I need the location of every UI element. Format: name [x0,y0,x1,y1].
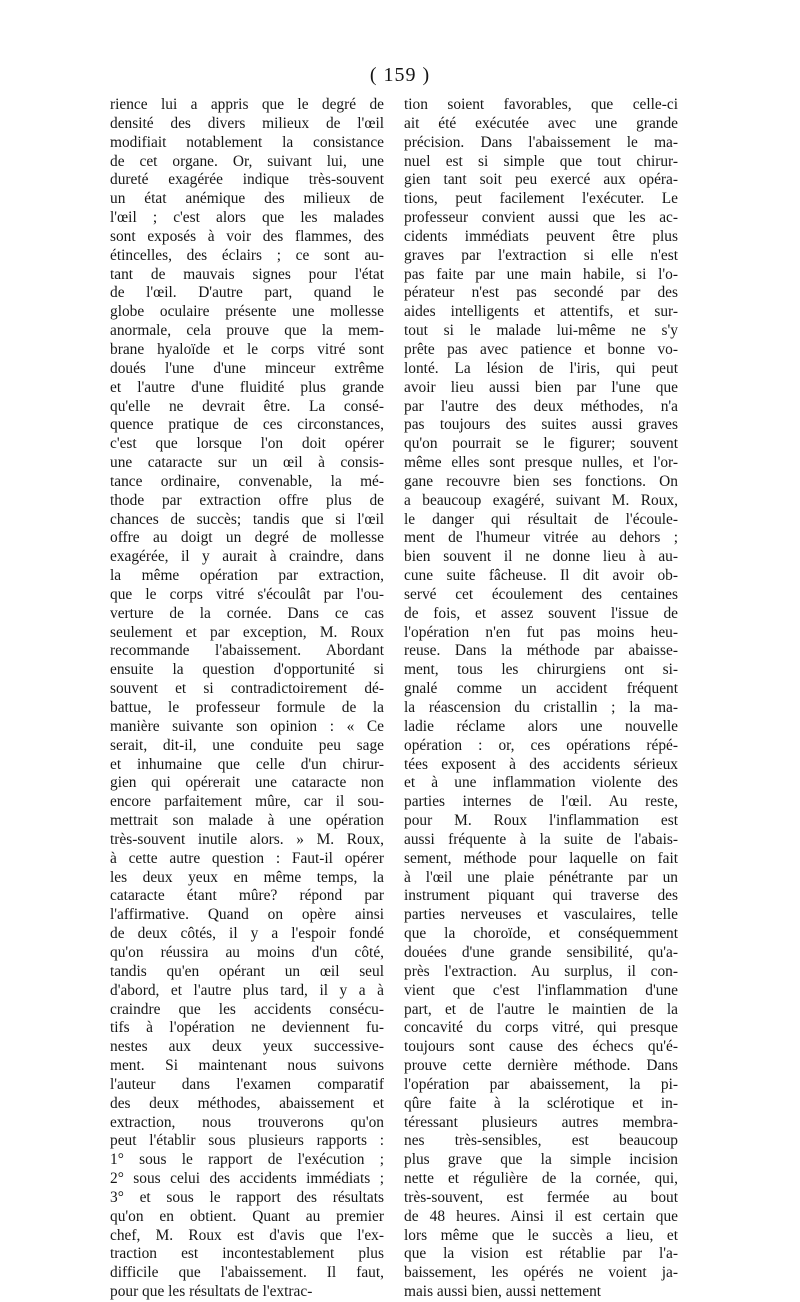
text-line: baissement, les opérés ne voient ja- [404,1264,678,1282]
text-line: battue, le professeur formule de la [110,699,384,716]
text-line: que la vision est rétablie par l'a- [404,1245,678,1263]
text-line: et inhumaine que celle d'un chirur- [110,755,384,773]
text-line: prête pas avec patience et bonne vo- [404,340,678,358]
text-line: extraction, nous trouverons qu'on [110,1113,384,1131]
text-line: avoir lieu aussi bien par l'une que [404,378,678,396]
text-line: mais aussi bien, aussi nettement [404,1283,602,1301]
text-line: et à une inflammation violente des [404,774,678,792]
text-line: qûre faite à la sclérotique et in- [404,1094,678,1112]
text-line: gane recouvre bien ses fonctions. On [404,472,678,490]
text-line: exagérée, il y aurait à craindre, dans [110,548,384,566]
text-line: cidents immédiats peuvent être plus [404,227,678,245]
text-line: bien souvent il ne donne lieu à au- [404,548,678,566]
text-line: concavité du corps vitré, qui presque [404,1019,678,1037]
text-line: souvent et si contradictoirement dé- [110,680,384,698]
text-line: recommande l'abaissement. Abordant [110,642,384,660]
text-line: de l'œil. D'autre part, quand le [110,284,384,302]
text-line: lors même que le succès a lieu, et [404,1226,678,1244]
text-line: difficile que l'abaissement. Il faut, [110,1264,384,1282]
text-line: modifiait notablement la consistance [110,133,384,151]
text-line: nette et régulière de la cornée, qui, [404,1170,678,1188]
text-line: manière suivante son opinion : « Ce [110,717,384,735]
text-line: tandis qu'en opérant un œil seul [110,962,384,980]
text-line: tées exposent à des accidents sérieux [404,755,678,773]
text-line: traction est incontestablement plus [110,1245,384,1263]
text-line: part, et de l'autre le maintien de la [404,1000,678,1018]
text-line: que le corps vitré s'écoulât par l'ou- [110,585,384,603]
text-line: à l'œil une plaie pénétrante par un [404,868,678,886]
text-line: lonté. La lésion de l'iris, qui peut [404,359,678,377]
text-line: a beaucoup exagéré, suivant M. Roux, [404,491,678,509]
text-line: seulement et par exception, M. Roux [110,623,384,641]
text-line: des deux méthodes, abaissement et [110,1094,384,1112]
text-line: densité des divers milieux de l'œil [110,114,384,132]
text-line: tant de mauvais signes pour l'état [110,265,384,283]
text-line: un état anémique des milieux de [110,190,384,208]
text-line: pérateur n'est pas secondé par des [404,284,678,302]
text-line: plus grave que la simple incision [404,1151,678,1169]
text-line: brane hyaloïde et le corps vitré sont [110,340,384,358]
text-line: ladie réclame alors une nouvelle [404,717,678,735]
text-line: la même opération par extraction, [110,567,384,585]
text-line: thode par extraction offre plus de [110,491,384,509]
text-line: étincelles, des éclairs ; ce sont au- [110,246,384,264]
text-line: peut l'établir sous plusieurs rapports : [110,1132,384,1150]
text-line: pour que les résultats de l'extrac- [110,1283,313,1301]
text-line: de fois, et assez souvent l'issue de [404,604,678,622]
text-line: les deux yeux en même temps, la [110,868,384,886]
text-line: qu'on pourrait se le figurer; souvent [404,435,678,453]
text-line: téressant plusieurs autres membra- [404,1113,678,1131]
text-line: que la choroïde, et conséquemment [404,925,678,943]
text-line: anormale, cela prouve que la mem- [110,322,384,340]
text-line: 1° sous le rapport de l'exécution ; [110,1151,384,1169]
text-line: cataracte étant mûre? répond par [110,887,384,905]
text-line: verture de la cornée. Dans ce cas [110,604,384,622]
text-line: très-souvent inutile alors. » M. Roux, [110,830,384,848]
text-line: doués l'une d'une minceur extrême [110,359,384,377]
text-line: encore parfaitement mûre, car il sou- [110,793,384,811]
text-line: l'opération par abaissement, la pi- [404,1075,678,1093]
text-line: la réascension du cristallin ; la ma- [404,699,678,716]
text-line: reuse. Dans la méthode par abaisse- [404,642,678,660]
text-line: cune suite fâcheuse. Il dit avoir ob- [404,567,678,585]
text-line: à cette autre question : Faut-il opérer [110,849,384,867]
text-line: tions, peut facilement l'exécuter. Le [404,190,678,208]
text-line: d'abord, et l'autre plus tard, il y a à [110,981,384,999]
text-line: qu'on en obtient. Quant au premier [110,1207,384,1225]
page-number: ( 159 ) [369,64,431,86]
text-line: craindre que les accidents consécu- [110,1000,384,1018]
text-line: toujours sont cause des échecs qu'é- [404,1038,678,1056]
text-line: l'opération n'en fut pas moins heu- [404,623,678,641]
text-line: précision. Dans l'abaissement le ma- [404,133,678,151]
text-line: douées d'une grande sensibilité, qu'a- [404,943,678,961]
text-line: gien qui opérerait une cataracte non [110,774,384,792]
text-line: gien tant soit peu exercé aux opéra- [404,171,678,189]
text-line: tifs à l'opération ne deviennent fu- [110,1019,384,1037]
text-line: rience lui a appris que le degré de [110,96,384,113]
text-line: aides intelligents et attentifs, et sur- [404,303,678,321]
text-line: dureté exagérée indique très-souvent [110,171,384,189]
text-line: l'affirmative. Quand on opère ainsi [110,906,384,924]
text-line: sont exposés à voir des flammes, des [110,227,384,245]
text-line: vient que c'est l'inflammation d'une [404,981,678,999]
text-line: pas toujours des suites aussi graves [404,416,678,434]
text-line: de 48 heures. Ainsi il est certain que [404,1207,678,1225]
text-line: globe oculaire présente une mollesse [110,303,384,321]
text-line: nes très-sensibles, est beaucoup [404,1132,678,1150]
text-line: 3° et sous le rapport des résultats [110,1188,384,1206]
text-line: pour M. Roux l'inflammation est [404,812,678,830]
text-line: pas faite par une main habile, si l'o- [404,265,678,283]
text-line: ait été exécutée avec une grande [404,114,678,132]
text-line: de cet organe. Or, suivant lui, une [110,152,384,170]
text-line: l'auteur dans l'examen comparatif [110,1075,384,1093]
text-line: ensuite la question d'opportunité si [110,661,384,679]
left-text-column [110,96,384,1302]
text-line: l'œil ; c'est alors que les malades [110,209,384,227]
text-line: tout si le malade lui-même ne s'y [404,322,678,340]
text-line: offre au doigt un degré de mollesse [110,529,384,547]
text-line: par l'autre des deux méthodes, n'a [404,397,678,415]
text-line: parties nerveuses et vasculaires, telle [404,906,678,924]
text-line: sement, méthode pour laquelle on fait [404,849,678,867]
text-line: qu'elle ne devrait être. La consé- [110,397,384,415]
text-line: et l'autre d'une fluidité plus grande [110,378,384,396]
right-text-column [404,96,678,1302]
text-line: gnalé comme un accident fréquent [404,680,678,698]
text-line: professeur convient aussi que les ac- [404,209,678,227]
text-line: tion soient favorables, que celle-ci [404,96,678,113]
text-line: prouve cette dernière méthode. Dans [404,1057,678,1075]
text-line: une cataracte sur un œil à consis- [110,454,384,472]
text-line: tance ordinaire, convenable, la mé- [110,472,384,490]
text-line: quence pratique de ces circonstances, [110,416,384,434]
text-line: nuel est si simple que tout chirur- [404,152,678,170]
text-line: c'est que lorsque l'on doit opérer [110,435,384,453]
text-line: de deux côtés, il y a l'espoir fondé [110,925,384,943]
text-line: très-souvent, est fermée au bout [404,1188,678,1206]
text-line: nestes aux deux yeux successive- [110,1038,384,1056]
text-line: instrument piquant qui traverse des [404,887,678,905]
text-line: mettrait son malade à une opération [110,812,384,830]
text-line: opération : or, ces opérations répé- [404,736,678,754]
text-line: qu'on réussira au moins d'un côté, [110,943,384,961]
text-line: ment. Si maintenant nous suivons [110,1057,384,1075]
text-line: près l'extraction. Au surplus, il con- [404,962,678,980]
text-line: 2° sous celui des accidents immédiats ; [110,1170,384,1188]
text-line: le danger qui résultait de l'écoule- [404,510,678,528]
text-line: ment de l'humeur vitrée au dehors ; [404,529,678,547]
text-line: ment, tous les chirurgiens ont si- [404,661,678,679]
text-line: chances de succès; tandis que si l'œil [110,510,384,528]
text-line: graves par l'extraction si elle n'est [404,246,678,264]
text-line: aussi fréquente à la suite de l'abais- [404,830,678,848]
text-line: parties internes de l'œil. Au reste, [404,793,678,811]
text-line: servé cet écoulement des centaines [404,585,678,603]
text-line: chef, M. Roux est d'avis que l'ex- [110,1226,384,1244]
text-line: même elles sont presque nulles, et l'or- [404,454,678,472]
text-line: serait, dit-il, une conduite peu sage [110,736,384,754]
